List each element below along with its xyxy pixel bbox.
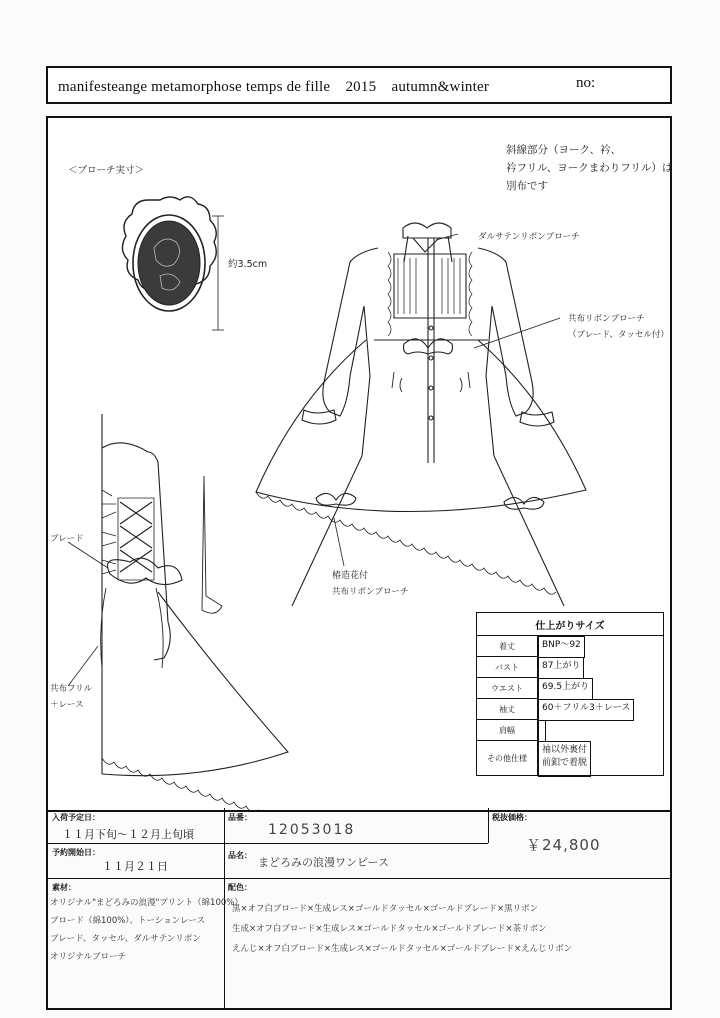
arrival-label: 入荷予定日： (52, 813, 100, 822)
size-label-waist: ウエスト (477, 678, 538, 699)
color-line-2: 生成×オフ白ブロード×生成レス×ゴールドタッセル×ゴールドブレード×茶リボン (232, 924, 547, 934)
back-dress-drawing (101, 414, 288, 810)
size-value-shoulder (538, 720, 546, 742)
sketch-area (46, 116, 672, 812)
table-row (477, 741, 664, 776)
fabric-note-2: 衿フリル、ヨークまわりフリル）は (506, 162, 673, 174)
price-value: ￥24,800 (526, 836, 601, 854)
material-line-1: オリジナル"まどろみの浪漫"プリント（綿100%） (50, 898, 243, 908)
color-label: 配色： (228, 883, 252, 892)
number-label: no: (576, 75, 596, 91)
fabric-note-1: 斜線部分（ヨーク、衿、 (506, 144, 622, 156)
color-line-1: 黒×オフ白ブロード×生成レス×ゴールドタッセル×ゴールドブレード×黒リボン (232, 904, 539, 914)
table-row (477, 699, 664, 720)
product-name-label: 品名： (228, 851, 252, 860)
product-number-value: 12053018 (268, 822, 356, 838)
reserve-label: 予約開始日： (52, 848, 100, 857)
product-name-value: まどろみの浪漫ワンピース (258, 856, 390, 869)
size-value-length: BNP～92 (538, 636, 585, 658)
size-label-shoulder: 肩幅 (477, 720, 538, 741)
flower-label: 椿造花付 (332, 571, 369, 581)
reserve-value: １１月２１日 (102, 860, 168, 873)
satin-brooch-label: ダルサテンリボンブローチ (478, 232, 580, 242)
size-label-bust: バスト (477, 657, 538, 678)
product-info-grid (46, 808, 672, 1010)
price-label: 税抜価格： (492, 813, 532, 822)
collection-title: manifesteange metamorphose temps de fille 2015 autumn&winter (58, 79, 490, 95)
size-value-waist: 69.5上がり (538, 678, 593, 700)
table-row (477, 678, 664, 699)
table-row (477, 636, 664, 657)
product-number-label: 品番： (228, 813, 252, 822)
header-bar (46, 66, 672, 104)
size-label-sleeve: 袖丈 (477, 699, 538, 720)
table-row (477, 720, 664, 741)
size-label-length: 着丈 (477, 636, 538, 657)
brooch-drawing (122, 197, 224, 330)
arrival-value: １１月下旬～１２月上旬頃 (62, 828, 194, 841)
size-value-sleeve: 60＋フリル3＋レース (538, 699, 634, 721)
material-line-4: オリジナルブローチ (50, 952, 127, 962)
material-line-2: ブロード（綿100%）、トーションレース (50, 916, 206, 926)
flower-brooch-label: 共布リボンブローチ (332, 587, 409, 597)
brooch-caption: ＜ブローチ実寸＞ (68, 165, 145, 176)
brooch-size-label: 約3.5cm (228, 259, 268, 270)
braid-label: ブレード (50, 534, 84, 544)
ribbon-brooch-label: 共布リボンブローチ (568, 314, 645, 324)
fabric-note-3: 別布です (506, 180, 548, 192)
size-value-bust: 87上がり (538, 657, 584, 679)
frill-label: 共布フリル (50, 684, 93, 694)
ribbon-brooch-sub: （ブレード、タッセル付） (568, 330, 669, 340)
finished-size-table (476, 612, 664, 776)
lace-label: ＋レース (50, 700, 84, 710)
material-line-3: ブレード、タッセル、ダルサテンリボン (50, 934, 201, 944)
size-value-other: 袖以外裏付 前釦で着脱 (538, 741, 591, 777)
material-label: 素材： (52, 883, 76, 892)
size-label-other: その他仕様 (477, 741, 538, 776)
size-table-title: 仕上がりサイズ (477, 613, 664, 636)
front-dress-drawing (256, 223, 586, 606)
table-row (477, 657, 664, 678)
color-line-3: えんじ×オフ白ブロード×生成レス×ゴールドタッセル×ゴールドブレード×えんじリボン (232, 944, 573, 954)
